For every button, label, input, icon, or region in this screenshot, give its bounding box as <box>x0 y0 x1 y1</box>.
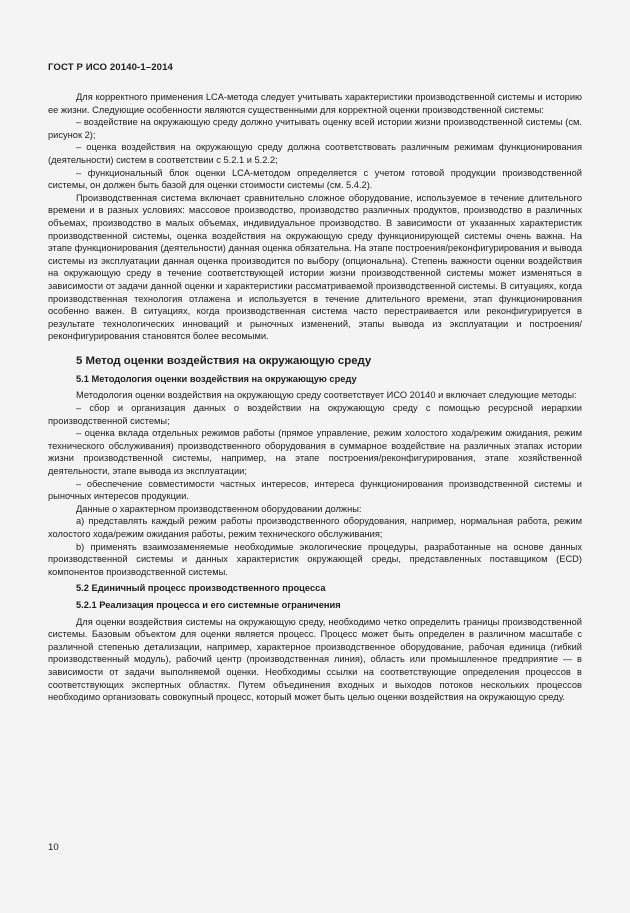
page-number: 10 <box>48 842 59 853</box>
list-item: – оценка вклада отдельных режимов работы (прямое управление, режим холостого хода/режим ожидания, режим технического обслуживания) производственного оборудования в суммарное воздействие на различных этапах истории жизни производственной системы, например, на этапе построения/реконфигурирования, этапе хозяйственной деятельности, этапе вывода из эксплуатации; <box>48 428 582 477</box>
paragraph: Методология оценки воздействия на окружающую среду соответствует ИСО 20140 и включает следующие методы: <box>76 390 577 401</box>
document-body <box>48 91 582 704</box>
document-header: ГОСТ Р ИСО 20140-1–2014 <box>48 62 173 73</box>
subsection-heading: 5.2 Единичный процесс производственного процесса <box>76 583 326 594</box>
list-item: – обеспечение совместимости частных интересов, интереса функционирования производственной системы и рыночных интересов продукции. <box>48 478 582 502</box>
subsection-heading: 5.1 Методология оценки воздействия на окружающую среду <box>76 373 357 384</box>
list-item: – воздействие на окружающую среду должно учитывать оценку всей истории жизни производственной системы (см. рисунок 2); <box>48 117 582 140</box>
paragraph: Для оценки воздействия системы на окружающую среду, необходимо четко определить границы производственной системы. Базовым объектом для оценки является процесс. Процесс может быть определен в различном масштабе с различной степенью детализации, например, характерное производственное оборудование, рабочая единица (гибкий производственный модуль), рабочий центр (производственная линия), область или промышленное предприятие — в зависимости от задачи выполняемой оценки. Необходимы ссылки на соответствующие определения процессов в соответствующих экспертных областях. Путем объединения входных и выходов потоков нескольких процессов необходимо организовать совокупный процесс, который может быть целью оценки воздействия на окружающую среду. <box>48 616 582 703</box>
list-item: – оценка воздействия на окружающую среду должна соответствовать различным режимам функционирования (деятельности) систем в соответствии с 5.2.1 и 5.2.2; <box>48 142 582 165</box>
section-heading: 5 Метод оценки воздействия на окружающую среду <box>76 354 372 367</box>
list-item: – сбор и организация данных о воздействии на окружающую среду с помощью ресурсной иерархии производственной системы; <box>48 403 582 426</box>
list-item: b) применять взаимозаменяемые необходимые экологические процедуры, разработанные на основе данных производственной системы и данных характеристик окружающей среды, представленных поставщиком (ECD) компонентов производственной системы. <box>48 541 582 577</box>
paragraph: Для корректного применения LCA-метода следует учитывать характеристики производственной системы и историю ее жизни. Следующие особенности являются существенными для корректной оценки производственной системы: <box>48 92 582 115</box>
paragraph: Данные о характерном производственном оборудовании должны: <box>76 503 362 514</box>
list-item: а) представлять каждый режим работы производственного оборудования, например, нормальная работа, режим холостого хода/режим ожидания работы, режим технического обслуживания; <box>48 516 582 539</box>
subsection-heading: 5.2.1 Реализация процесса и его системные ограничения <box>76 599 341 610</box>
list-item: – функциональный блок оценки LCA-методом определяется с учетом готовой продукции производственной системы, он должен быть базой для оценки стоимости системы (см. 5.4.2). <box>48 167 582 191</box>
paragraph: Производственная система включает сравнительно сложное оборудование, используемое в течение длительного времени и в разных условиях: массовое производство, производство различных продуктов, производство в различных объемах, производство в малых объемах, индивидуальное производство. В зависимости от указанных характеристик производственной системы, оценка воздействия на окружающую среду функционирующей системы очень важна. На этапе функционирования (деятельности) данная оценка обязательна. На этапе построения/реконфигурирования и вывода системы из эксплуатации данная оценка производится по выбору (опциональна). Степень важности оценки воздействия на окружающую среду в течение соответствующей истории жизни производственной системы может изменяться в зависимости от задачи данной оценки и характеристики рассматриваемой производственной системы. В ситуациях, когда производственная технология отлажена и используется в течение длительного времени, этап функционирования особенно важен. В ситуациях, когда производственная система часто перестраивается или реконфигурируется в результате технологических инноваций и рыночных изменений, этапы вывода из эксплуатации и построения/реконфигурирования становятся более весомыми. <box>48 192 582 342</box>
